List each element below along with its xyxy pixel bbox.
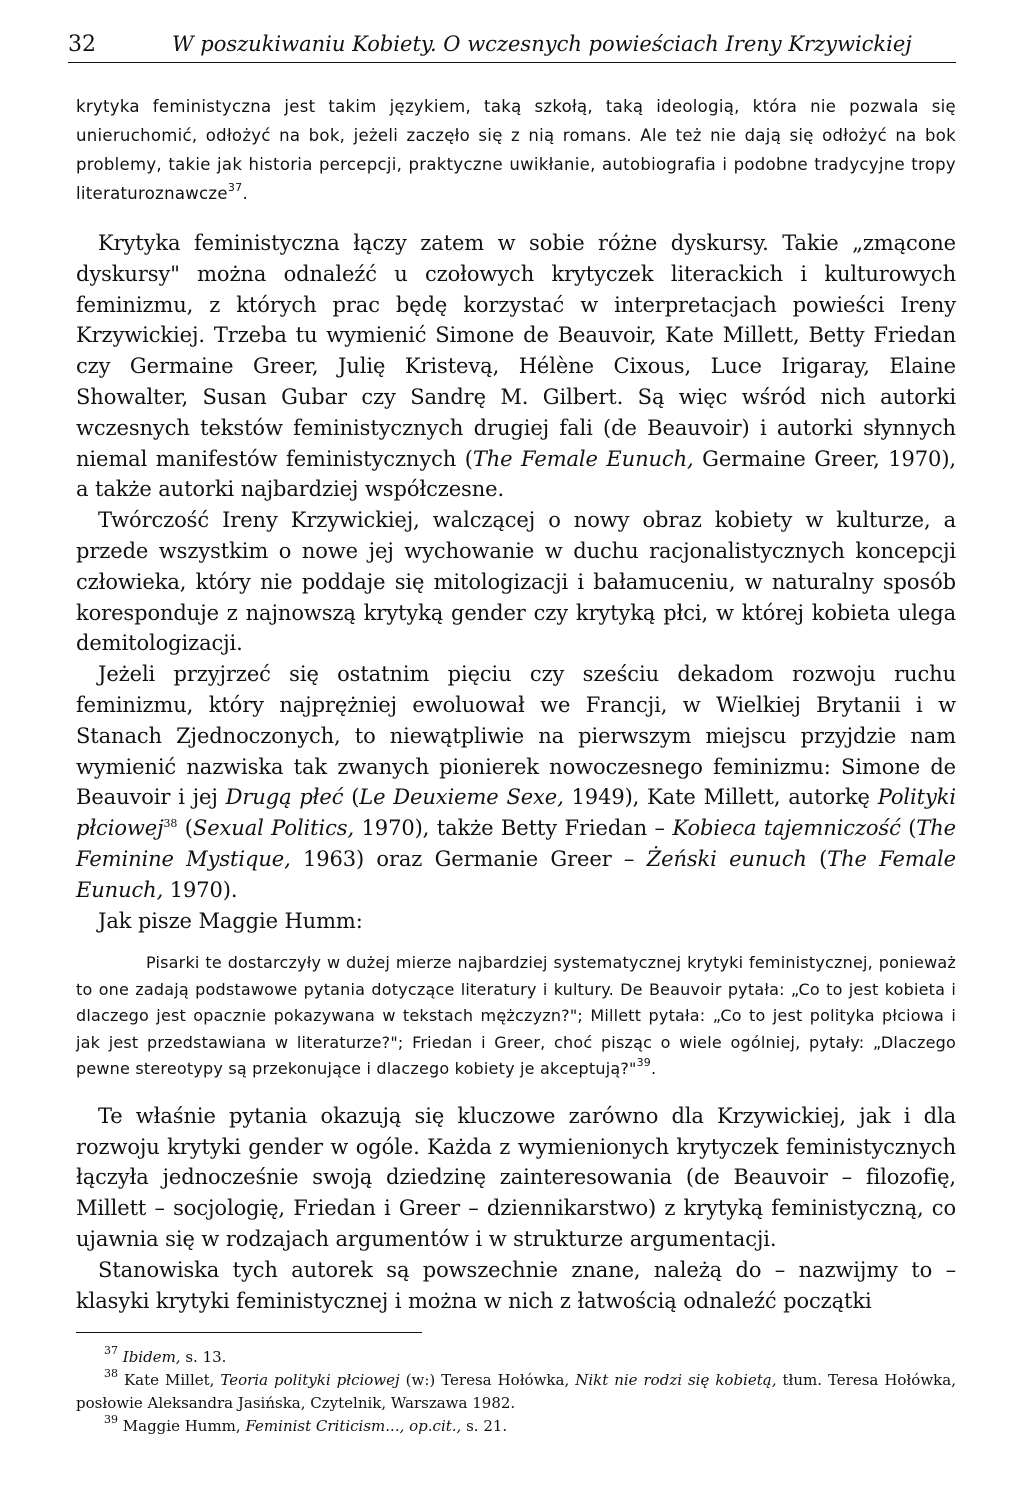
running-title: W poszukiwaniu Kobiety. O wczesnych powieściach Ireny Krzywickiej: [172, 32, 912, 56]
footnote-ref-39[interactable]: 39: [636, 1056, 651, 1070]
paragraph-4: Jak pisze Maggie Humm:: [98, 908, 363, 933]
footnote-37: $^{37}$ Ibidem, s. 13.: [104, 1344, 227, 1366]
running-header: [68, 28, 956, 63]
footnotes: [76, 1346, 956, 1438]
footnote-38: $^{38}$ Kate Millet, Teoria polityki płciowej (w:) Teresa Hołówka, Nikt nie rodzi się kobietą, tłum. Teresa Hołówka, posłowie Aleksandra Jasińska, Czytelnik, Warszawa 1982.: [76, 1367, 956, 1412]
block-quote-2: Pisarki te dostarczyły w dużej mierze najbardziej systematycznej krytyki feministycznej, ponieważ to one zadają podstawowe pytania dotyczące literatury i kultury. De Beauvoir pytała: „Co to jest kobieta i dlaczego jest opacznie pokazywana w tekstach mężczyzn?"; Millett pytała: „Co to jest polityka płciowa i jak jest przedstawiana w literaturze?"; Friedan i Greer, choć pisząc o wiele ogólniej, pytały: „Dlaczego pewne stereotypy są przekonujące i dlaczego kobiety je akceptują?"$^{39}$.: [76, 953, 956, 1079]
paragraph-6: Stanowiska tych autorek są powszechnie znane, należą do – nazwijmy to – klasyki krytyki feministycznej i można w nich z łatwością odnaleźć początki: [76, 1257, 956, 1313]
page-body: [76, 92, 956, 1316]
footnote-ref-37[interactable]: 37: [227, 181, 243, 194]
title-italic: The Female Eunuch,: [472, 446, 694, 471]
footnote-divider: [76, 1332, 422, 1333]
paragraph-3: Jeżeli przyjrzeć się ostatnim pięciu czy sześciu dekadom rozwoju ruchu feminizmu, który najprężniej ewoluował we Francji, w Wielkiej Brytanii i w Stanach Zjednoczonych, to niewątpliwie na pierwszym miejscu przyjdzie nam wymienić nazwiska tak zwanych pionierek nowoczesnego feminizmu: Simone de Beauvoir i jej Drugą płeć (Le Deuxieme Sexe, 1949), Kate Millett, autorkę Polityki płciowej$^{38}$ (Sexual Politics, 1970), także Betty Friedan – Kobieca tajemniczość (The Feminine Mystique, 1963) oraz Germanie Greer – Żeński eunuch (The Female Eunuch, 1970).: [76, 662, 957, 902]
block-quote-1: krytyka feministyczna jest takim językiem, taką szkołą, taką ideologią, która nie pozwala się unieruchomić, odłożyć na bok, jeżeli zaczęło się z nią romans. Ale też nie dają się odłożyć na bok problemy, takie jak historia percepcji, praktyczne uwikłanie, autobiografia i podobne tradycyjne tropy literaturoznawcze$^{37}$.: [76, 97, 956, 203]
footnote-ref-38[interactable]: 38: [163, 817, 178, 831]
paragraph-1: Krytyka feministyczna łączy zatem w sobie różne dyskursy. Takie „zmącone dyskursy" można odnaleźć u czołowych krytyczek literackich i kulturowych feminizmu, z których prac będę korzystać w interpretacjach powieści Ireny Krzywickiej. Trzeba tu wymienić Simone de Beauvoir, Kate Millett, Betty Friedan czy Germaine Greer, Julię Kristevą, Hélène Cixous, Luce Irigaray, Elaine Showalter, Susan Gubar czy Sandrę M. Gilbert. Są więc wśród nich autorki wczesnych tekstów feministycznych drugiej fali (de Beauvoir) i autorki słynnych niemal manifestów feministycznych (The Female Eunuch, Germaine Greer, 1970), a także autorki najbardziej współczesne.: [76, 231, 956, 502]
footnote-39: $^{39}$ Maggie Humm, Feminist Criticism..., op.cit., s. 21.: [104, 1413, 508, 1435]
paragraph-2: Twórczość Ireny Krzywickiej, walczącej o nowy obraz kobiety w kulturze, a przede wszystkim o nowe jej wychowanie w duchu racjonalistycznych koncepcji człowieka, który nie poddaje się mitologizacji i bałamuceniu, w naturalny sposób koresponduje z najnowszą krytyką gender czy krytyką płci, w której kobieta ulega demitologizacji.: [76, 508, 956, 656]
page-number: 32: [68, 32, 96, 57]
paragraph-5: Te właśnie pytania okazują się kluczowe zarówno dla Krzywickiej, jak i dla rozwoju krytyki gender w ogóle. Każda z wymienionych krytyczek feministycznych łączyła jednocześnie swoją dziedzinę zainteresowania (de Beauvoir – filozofię, Millett – socjologię, Friedan i Greer – dziennikarstwo) z krytyką feministyczną, co ujawnia się w rodzajach argumentów i w strukturze argumentacji.: [76, 1103, 956, 1252]
